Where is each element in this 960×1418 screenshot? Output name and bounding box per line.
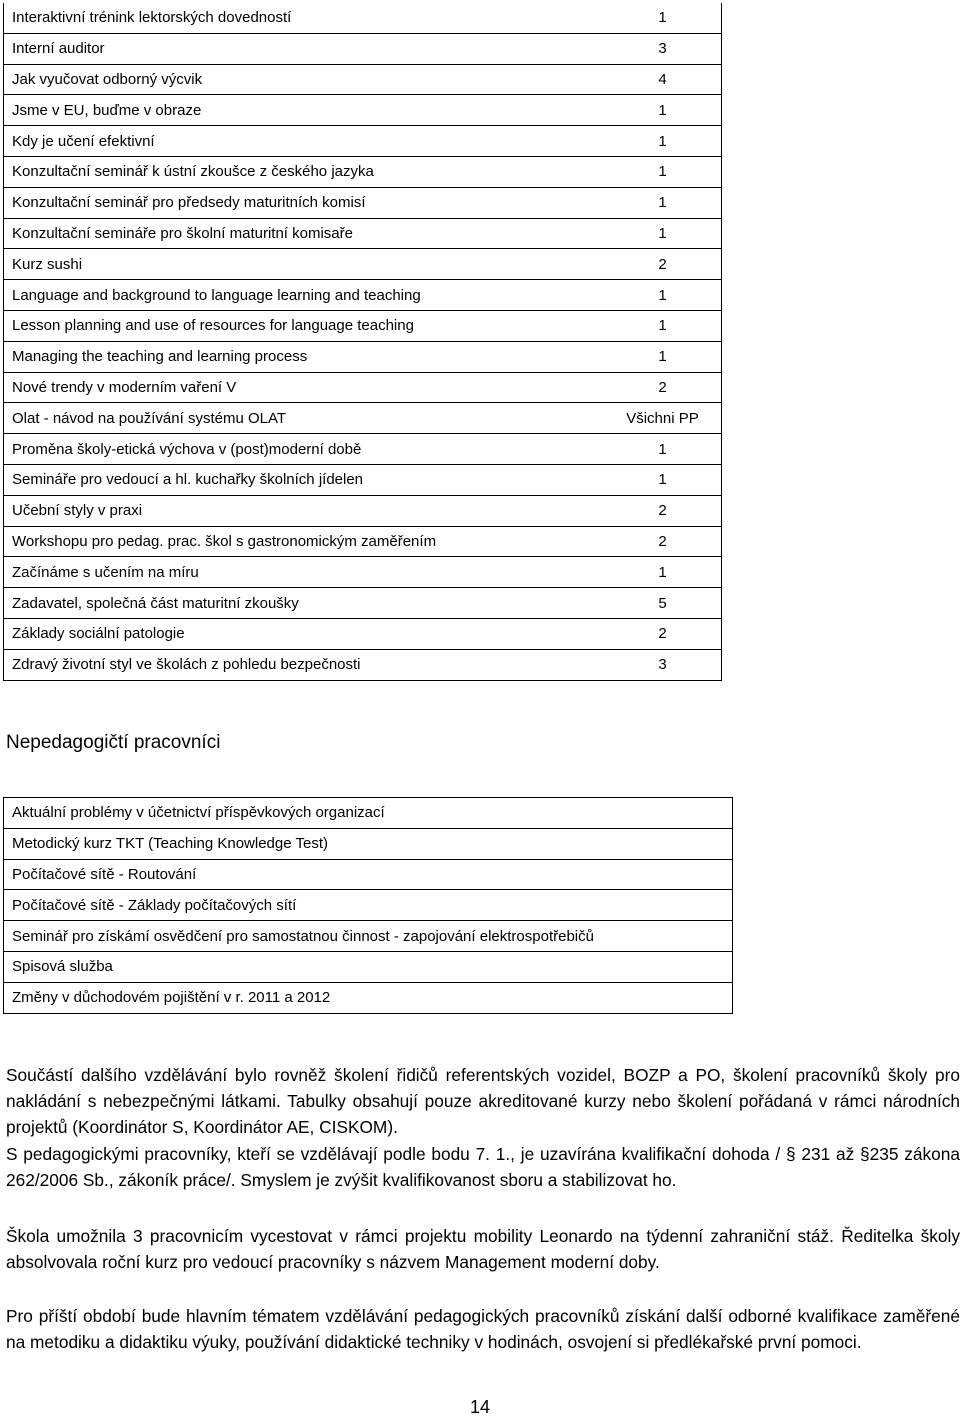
participant-count-cell: 1 <box>604 95 722 126</box>
course-name-cell: Olat - návod na používání systému OLAT <box>4 403 605 434</box>
participant-count-cell: 1 <box>604 126 722 157</box>
table-row <box>4 156 722 187</box>
participant-count-cell: 1 <box>604 341 722 372</box>
table-row <box>4 64 722 95</box>
paragraph-future-plans: Pro příští období bude hlavním tématem vzdělávání pedagogických pracovníků získání další odborné kvalifikace zaměřené na metodiku a didaktiku výuky, používání didaktické techniky v hodinách, osvojení si předlékařské první pomoci. <box>6 1306 960 1352</box>
course-name-cell: Konzultační seminář k ústní zkoušce z českého jazyka <box>4 156 605 187</box>
participant-count-cell: 1 <box>604 218 722 249</box>
participant-count-cell: 4 <box>604 64 722 95</box>
table-row <box>4 33 722 64</box>
table-row <box>4 495 722 526</box>
participant-count-cell: 3 <box>604 649 722 680</box>
staff-course-name-cell: Počítačové sítě - Základy počítačových sítí <box>4 890 733 921</box>
participant-count-cell: 1 <box>604 434 722 465</box>
course-name-cell: Interní auditor <box>4 33 605 64</box>
participant-count-cell: 5 <box>604 588 722 619</box>
table-row <box>4 828 733 859</box>
course-name-cell: Jak vyučovat odborný výcvik <box>4 64 605 95</box>
table-row <box>4 951 733 982</box>
table-row <box>4 982 733 1013</box>
table-row <box>4 126 722 157</box>
participant-count-cell: Všichni PP <box>604 403 722 434</box>
participant-count-cell: 1 <box>604 310 722 341</box>
table-row <box>4 434 722 465</box>
table-row <box>4 557 722 588</box>
participant-count-cell: 2 <box>604 526 722 557</box>
participant-count-cell: 2 <box>604 495 722 526</box>
page-number: 14 <box>469 1397 491 1417</box>
participant-count-cell: 1 <box>604 464 722 495</box>
participant-count-cell: 2 <box>604 372 722 403</box>
course-name-cell: Proměna školy-etická výchova v (post)moderní době <box>4 434 605 465</box>
course-name-cell: Učební styly v praxi <box>4 495 605 526</box>
course-name-cell: Konzultační semináře pro školní maturitní komisaře <box>4 218 605 249</box>
paragraph-mobility: Škola umožnila 3 pracovnicím vycestovat v rámci projektu mobility Leonardo na týdenní zahraniční stáž. Ředitelka školy absolvovala roční kurz pro vedoucí pracovníky s názvem Management moderní doby. <box>6 1226 960 1272</box>
course-name-cell: Language and background to language learning and teaching <box>4 280 605 311</box>
staff-courses-table-body <box>4 798 733 1014</box>
course-name-cell: Konzultační seminář pro předsedy maturitních komisí <box>4 187 605 218</box>
table-row <box>4 921 733 952</box>
table-row <box>4 890 733 921</box>
staff-course-name-cell: Spisová služba <box>4 951 733 982</box>
table-row <box>4 618 722 649</box>
participant-count-cell: 2 <box>604 249 722 280</box>
table-row <box>4 526 722 557</box>
participant-count-cell: 2 <box>604 618 722 649</box>
staff-course-name-cell: Metodický kurz TKT (Teaching Knowledge Test) <box>4 828 733 859</box>
course-name-cell: Managing the teaching and learning process <box>4 341 605 372</box>
course-name-cell: Základy sociální patologie <box>4 618 605 649</box>
table-row <box>4 649 722 680</box>
paragraph-qualification-agreement: S pedagogickými pracovníky, kteří se vzdělávají podle bodu 7. 1., je uzavírána kvalifikační dohoda / § 231 až §235 zákona 262/2006 Sb., zákoník práce/. Smyslem je zvýšit kvalifikovanost sboru a stabilizovat ho. <box>6 1144 960 1190</box>
course-name-cell: Kdy je učení efektivní <box>4 126 605 157</box>
table-row <box>4 95 722 126</box>
table-row <box>4 280 722 311</box>
staff-courses-table <box>3 797 733 1014</box>
course-name-cell: Začínáme s učením na míru <box>4 557 605 588</box>
staff-course-name-cell: Aktuální problémy v účetnictví příspěvkových organizací <box>4 798 733 829</box>
table-row <box>4 403 722 434</box>
staff-course-name-cell: Změny v důchodovém pojištění v r. 2011 a 2012 <box>4 982 733 1013</box>
table-row <box>4 798 733 829</box>
course-name-cell: Workshopu pro pedag. prac. škol s gastronomickým zaměřením <box>4 526 605 557</box>
table-row <box>4 310 722 341</box>
paragraph-training-note: Součástí dalšího vzdělávání bylo rovněž školení řidičů referentských vozidel, BOZP a PO, školení pracovníků školy pro nakládání s nebezpečnými látkami. Tabulky obsahují pouze akreditované kurzy nebo školení pořádaná v rámci národních projektů (Koordinátor S, Koordinátor AE, CISKOM). <box>6 1065 960 1137</box>
table-row <box>4 3 722 33</box>
course-name-cell: Nové trendy v moderním vaření V <box>4 372 605 403</box>
table-row <box>4 464 722 495</box>
participant-count-cell: 1 <box>604 557 722 588</box>
courses-table-body <box>4 3 722 680</box>
course-name-cell: Interaktivní trénink lektorských dovedností <box>4 3 605 33</box>
course-name-cell: Semináře pro vedoucí a hl. kuchařky školních jídelen <box>4 464 605 495</box>
participant-count-cell: 1 <box>604 280 722 311</box>
course-name-cell: Zdravý životní styl ve školách z pohledu bezpečnosti <box>4 649 605 680</box>
course-name-cell: Kurz sushi <box>4 249 605 280</box>
table-row <box>4 372 722 403</box>
course-name-cell: Lesson planning and use of resources for language teaching <box>4 310 605 341</box>
participant-count-cell: 1 <box>604 187 722 218</box>
staff-course-name-cell: Seminář pro získámí osvědčení pro samostatnou činnost - zapojování elektrospotřebičů <box>4 921 733 952</box>
participant-count-cell: 1 <box>604 156 722 187</box>
participant-count-cell: 3 <box>604 33 722 64</box>
courses-table <box>3 3 722 681</box>
table-row <box>4 588 722 619</box>
table-row <box>4 249 722 280</box>
table-row <box>4 341 722 372</box>
table-row <box>4 859 733 890</box>
table-row <box>4 218 722 249</box>
participant-count-cell: 1 <box>604 3 722 33</box>
section-heading: Nepedagogičtí pracovníci <box>6 732 221 753</box>
staff-course-name-cell: Počítačové sítě - Routování <box>4 859 733 890</box>
course-name-cell: Jsme v EU, buďme v obraze <box>4 95 605 126</box>
table-row <box>4 187 722 218</box>
course-name-cell: Zadavatel, společná část maturitní zkoušky <box>4 588 605 619</box>
